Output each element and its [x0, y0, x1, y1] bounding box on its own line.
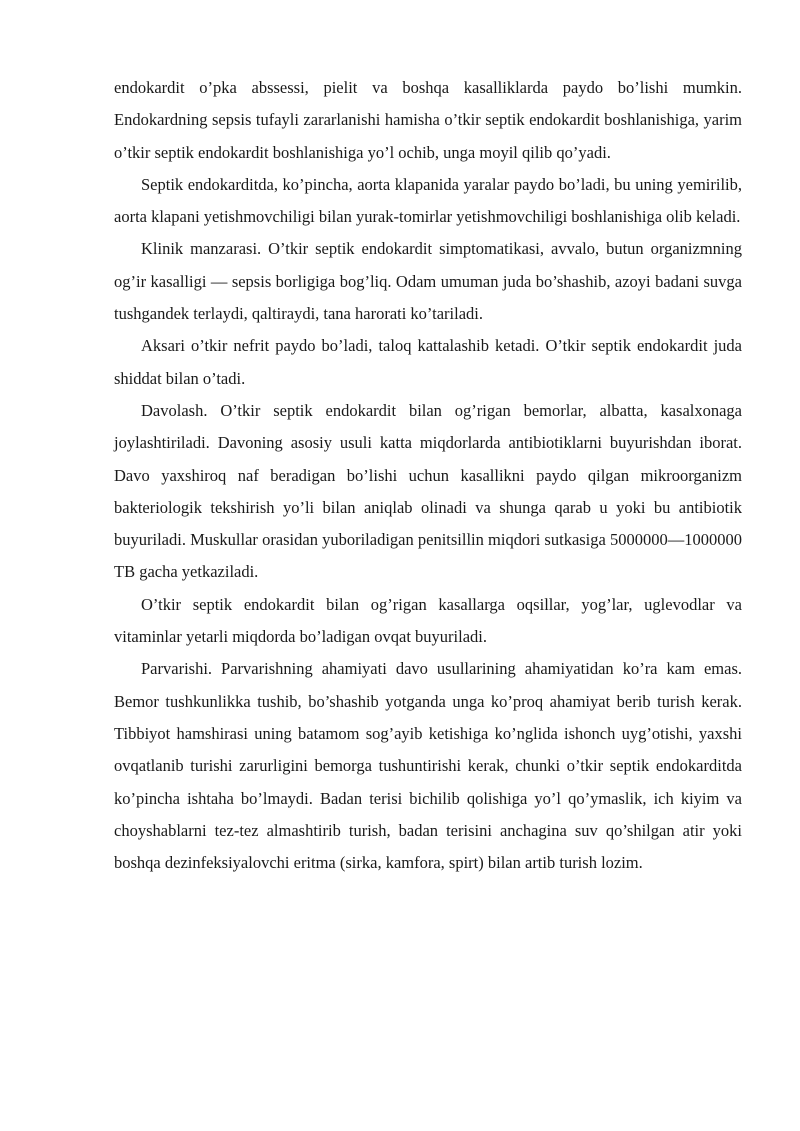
paragraph-continuation: endokardit o’pka abssessi, pielit va boshqa kasalliklarda paydo bo’lishi mumkin. Endokardning sepsis tufayli zararlanishi hamisha o’tkir septik endokardit boshlanishiga, yarim o’tkir septik endokardit boshlanishiga yo’l ochib, unga moyil qilib qo’yadi. [114, 78, 742, 162]
paragraph-aortic-valve: Septik endokarditda, ko’pincha, aorta klapanida yaralar paydo bo’ladi, bu uning yemirilib, aorta klapani yetishmovchiligi bilan yurak-tomirlar yetishmovchiligi boshlanishiga olib keladi. [114, 174, 742, 227]
paragraph-diet: O’tkir septik endokardit bilan og’rigan kasallarga oqsillar, yog’lar, uglevodlar va vitaminlar yetarli miqdorda bo’ladigan ovqat buyuriladi. [114, 594, 742, 647]
paragraph-clinical-picture: Klinik manzarasi. O’tkir septik endokardit simptomatikasi, avvalo, butun organizmning og’ir kasalligi — sepsis borligiga bog’liq. Odam umuman juda bo’shashib, azoyi badani suvga tushgandek terlaydi, qaltiraydi, tana harorati ko’tariladi. [114, 239, 742, 324]
paragraph-nephritis: Aksari o’tkir nefrit paydo bo’ladi, taloq kattalashib ketadi. O’tkir septik endokardit juda shiddat bilan o’tadi. [114, 336, 742, 388]
paragraph-care: Parvarishi. Parvarishning ahamiyati davo usullarining ahamiyatidan ko’ra kam emas. Bemor tushkunlikka tushib, bo’shashib yotganda unga ko’proq ahamiyat berib turish kerak. Tibbiyot hamshirasi uning batamom sog’ayib ketishiga ko’nglida ishonch uyg’otishi, yaxshi ovqatlanib turishi zarurligini bemorga tushuntirishi kerak, chunki o’tkir septik endokarditda ko’pincha ishtaha bo’lmaydi. Badan terisi bichilib qolishiga yo’l qo’ymaslik, ich kiyim va choyshablarni tez-tez almashtirib turish, badan terisini anchagina suv qo’shilgan atir yoki boshqa dezinfeksiyalovchi eritma (sirka, kamfora, spirt) bilan artib turish lozim. [114, 659, 742, 873]
document-page [114, 72, 742, 879]
paragraph-treatment: Davolash. O’tkir septik endokardit bilan og’rigan bemorlar, albatta, kasalxonaga joylashtiriladi. Davoning asosiy usuli katta miqdorlarda antibiotiklarni buyurishdan iborat. Davo yaxshiroq naf beradigan bo’lishi uchun kasallikni paydo qilgan mikroorganizm bakteriologik tekshirish yo’li bilan aniqlab olinadi va shunga qarab u yoki bu antibiotik buyuriladi. Muskullar orasidan yuboriladigan penitsillin miqdori sutkasiga 5000000—1000000 TB gacha yetkaziladi. [114, 400, 742, 582]
